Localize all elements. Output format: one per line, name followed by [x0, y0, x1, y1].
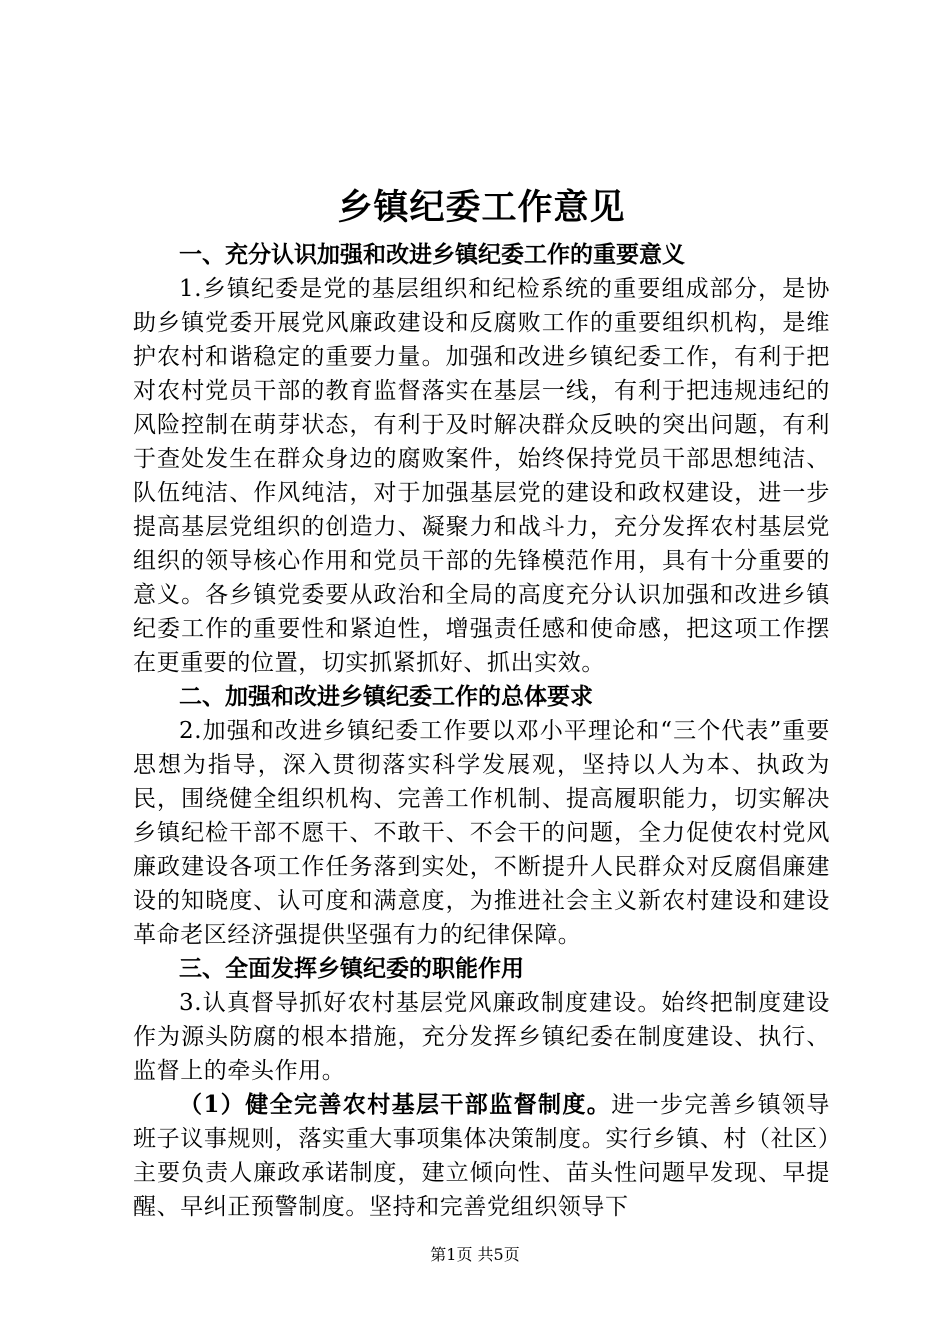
subitem-text: 进一步完善乡镇领导班子议事规则，落实重大事项集体决策制度。实行乡镇、村（社区）主要负责人廉政承诺制度，建立倾向性、苗头性问题早发现、早提醒、早纠正预警制度。坚持和完善党组织领导下: [133, 1092, 830, 1220]
section-3-subitem: [133, 1088, 830, 1224]
subitem-lead: （1）健全完善农村基层干部监督制度。: [179, 1091, 612, 1118]
document-title: 乡镇纪委工作意见: [337, 187, 626, 228]
section-heading-2: 二、加强和改进乡镇纪委工作的总体要求: [179, 683, 593, 710]
section-heading-3: 三、全面发挥乡镇纪委的职能作用: [179, 955, 524, 982]
section-1-paragraph: 1.乡镇纪委是党的基层组织和纪检系统的重要组成部分，是协助乡镇党委开展党风廉政建设和反腐败工作的重要组织机构，是维护农村和谐稳定的重要力量。加强和改进乡镇纪委工作，有利于把对农村党员干部的教育监督落实在基层一线，有利于把违规违纪的风险控制在萌芽状态，有利于及时解决群众反映的突出问题，有利于查处发生在群众身边的腐败案件，始终保持党员干部思想纯洁、队伍纯洁、作风纯洁，对于加强基层党的建设和政权建设，进一步提高基层党组织的创造力、凝聚力和战斗力，充分发挥农村基层党组织的领导核心作用和党员干部的先锋模范作用，具有十分重要的意义。各乡镇党委要从政治和全局的高度充分认识加强和改进乡镇纪委工作的重要性和紧迫性，增强责任感和使命感，把这项工作摆在更重要的位置，切实抓紧抓好、抓出实效。: [133, 276, 830, 676]
section-3-paragraph: 3.认真督导抓好农村基层党风廉政制度建设。始终把制度建设作为源头防腐的根本措施，充分发挥乡镇纪委在制度建设、执行、监督上的牵头作用。: [133, 990, 830, 1084]
section-2-paragraph: 2.加强和改进乡镇纪委工作要以邓小平理论和“三个代表”重要思想为指导，深入贯彻落实科学发展观，坚持以人为本、执政为民，围绕健全组织机构、完善工作机制、提高履职能力，切实解决乡镇纪检干部不愿干、不敢干、不会干的问题，全力促使农村党风廉政建设各项工作任务落到实处，不断提升人民群众对反腐倡廉建设的知晓度、认可度和满意度，为推进社会主义新农村建设和建设革命老区经济强提供坚强有力的纪律保障。: [133, 718, 830, 948]
section-heading-1: 一、充分认识加强和改进乡镇纪委工作的重要意义: [179, 241, 685, 268]
page-number: 第1页 共5页: [430, 1245, 520, 1264]
document-page: [133, 178, 830, 1224]
